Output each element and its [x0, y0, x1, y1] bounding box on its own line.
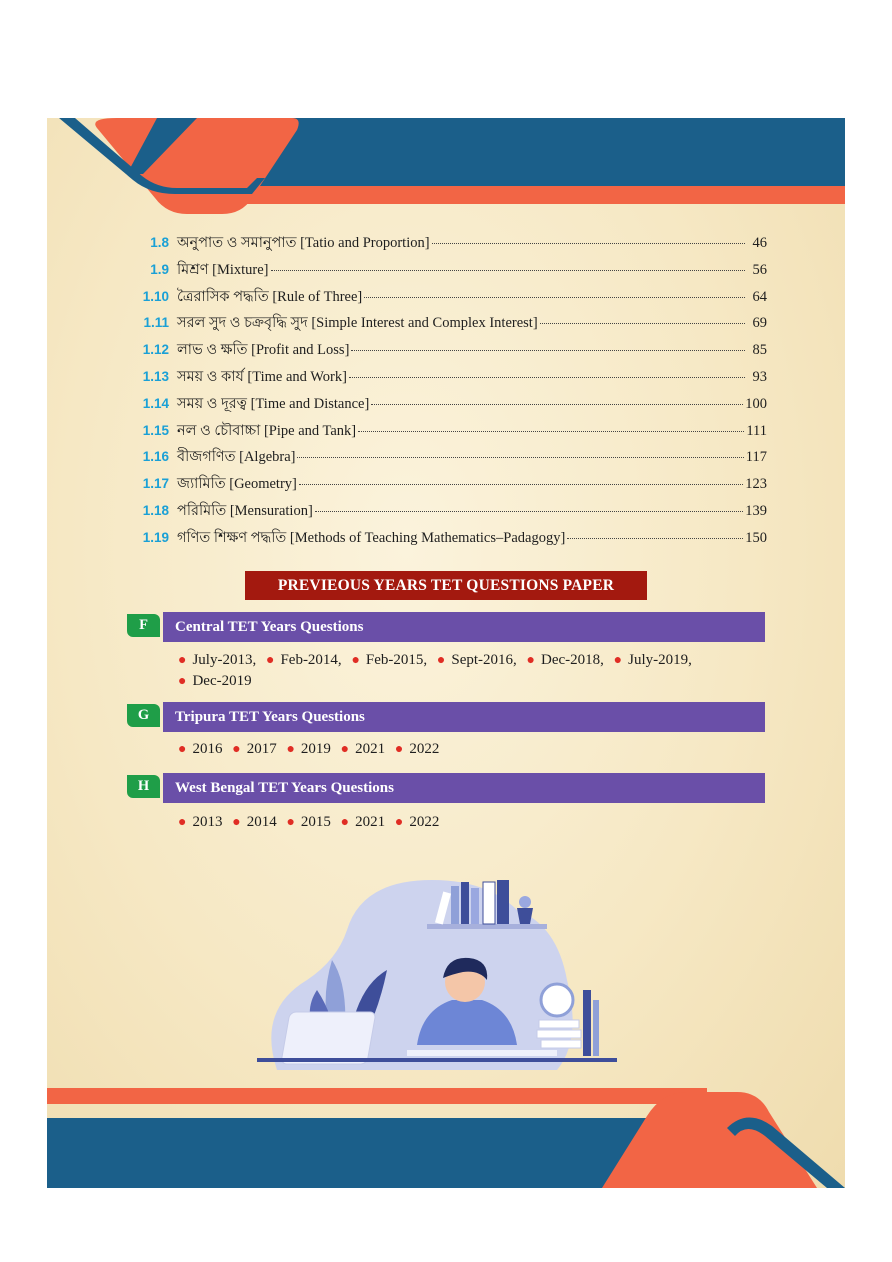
bullet-icon: ●: [286, 742, 295, 757]
toc-leader-dots: [364, 297, 745, 298]
toc-entry[interactable]: [135, 446, 767, 473]
toc-number: 1.13: [142, 368, 169, 384]
year-label: 2017: [246, 741, 277, 757]
person-studying-illustration: [257, 870, 617, 1080]
year-item: [178, 652, 256, 668]
section-letter-badge: H: [127, 775, 160, 798]
bullet-icon: ●: [351, 653, 360, 668]
year-label: Feb-2015,: [365, 652, 428, 668]
toc-leader-dots: [432, 243, 745, 244]
section-header: [127, 612, 765, 642]
toc-page-number: 69: [752, 315, 767, 332]
year-item: [395, 741, 439, 757]
bullet-icon: ●: [613, 653, 623, 668]
toc-leader-dots: [567, 538, 743, 539]
bullet-icon: ●: [526, 653, 536, 668]
year-item: [266, 652, 342, 668]
year-item: [341, 741, 385, 757]
section-header: [127, 702, 765, 732]
toc-page-number: 85: [752, 342, 767, 359]
toc-entry[interactable]: [135, 473, 767, 500]
year-label: July-2013,: [192, 652, 257, 668]
toc-title: সময় ও দূরত্ব [Time and Distance]: [177, 395, 370, 412]
year-item: [286, 814, 330, 830]
section-banner: PREVIEOUS YEARS TET QUESTIONS PAPER: [245, 571, 647, 600]
toc-entry[interactable]: [135, 366, 767, 393]
bottom-decoration: [47, 1088, 845, 1188]
year-label: 2014: [246, 814, 277, 830]
toc-leader-dots: [358, 431, 744, 432]
toc-entry[interactable]: [135, 312, 767, 339]
year-label: 2016: [192, 741, 223, 757]
toc-number: 1.9: [150, 261, 169, 277]
toc-entry[interactable]: [135, 232, 767, 259]
year-item: [232, 814, 276, 830]
toc-title: লাভ ও ক্ষতি [Profit and Loss]: [177, 342, 350, 359]
year-label: Dec-2018,: [541, 652, 604, 668]
section-header: [127, 773, 765, 803]
toc-number: 1.8: [150, 235, 169, 250]
toc-leader-dots: [299, 484, 743, 485]
top-decoration: [47, 118, 845, 218]
year-item: [614, 652, 692, 668]
bullet-icon: ●: [178, 653, 187, 668]
bullet-icon: ●: [286, 815, 295, 830]
toc-title: মিশ্রণ [Mixture]: [177, 261, 269, 278]
toc-leader-dots: [349, 377, 745, 378]
toc-entry[interactable]: [135, 393, 767, 420]
bullet-icon: ●: [436, 653, 446, 668]
bullet-icon: ●: [232, 815, 241, 830]
toc-page-number: 100: [745, 395, 767, 412]
year-label: 2022: [409, 814, 440, 830]
year-item: [341, 814, 385, 830]
toc-entry[interactable]: [135, 286, 767, 313]
bullet-icon: ●: [178, 674, 187, 689]
toc-title: সরল সুদ ও চক্রবৃদ্ধি সুদ [Simple Interest and Complex Interest]: [177, 315, 538, 332]
year-item: [351, 652, 427, 668]
section-title: Tripura TET Years Questions: [163, 702, 765, 732]
toc-title: ত্রৈরাসিক পদ্ধতি [Rule of Three]: [177, 288, 363, 305]
year-label: 2021: [355, 741, 386, 757]
toc-entry[interactable]: [135, 259, 767, 286]
year-label: July-2019,: [628, 652, 692, 668]
bullet-icon: ●: [178, 815, 187, 830]
year-item: [437, 652, 517, 668]
year-item: [395, 814, 439, 830]
year-item: [178, 741, 222, 757]
toc-page-number: 139: [745, 502, 767, 519]
bullet-icon: ●: [340, 742, 350, 757]
toc-title: পরিমিতি [Mensuration]: [177, 502, 313, 519]
toc-leader-dots: [540, 323, 745, 324]
section-letter-badge: F: [127, 614, 160, 637]
year-label: 2022: [409, 741, 440, 757]
toc-number: 1.17: [142, 476, 169, 492]
toc-page-number: 93: [752, 368, 767, 385]
toc-page-number: 150: [745, 529, 767, 546]
toc-title: নল ও চৌবাচ্চা [Pipe and Tank]: [177, 422, 357, 439]
toc-number: 1.10: [142, 288, 169, 304]
bullet-icon: ●: [394, 815, 404, 830]
toc-page-number: 111: [746, 422, 767, 439]
toc-page-number: 56: [752, 261, 767, 278]
toc-page-number: 64: [752, 288, 767, 305]
toc-number: 1.14: [142, 395, 169, 411]
toc-leader-dots: [315, 511, 743, 512]
year-item: [178, 814, 222, 830]
toc-number: 1.15: [142, 422, 169, 438]
toc-leader-dots: [371, 404, 743, 405]
toc-leader-dots: [297, 457, 743, 458]
year-item: [232, 741, 276, 757]
bullet-icon: ●: [232, 742, 241, 757]
year-item: [286, 741, 330, 757]
toc-entry[interactable]: [135, 339, 767, 366]
toc-title: অনুপাত ও সমানুপাত [Tatio and Proportion]: [177, 235, 430, 251]
year-label: Sept-2016,: [451, 652, 517, 668]
year-item: [178, 673, 252, 689]
toc-title: গণিত শিক্ষণ পদ্ধতি [Methods of Teaching Mathematics–Padagogy]: [177, 529, 566, 546]
year-item: [527, 652, 604, 668]
toc-title: জ্যামিতি [Geometry]: [177, 476, 297, 493]
toc-entry[interactable]: [135, 420, 767, 447]
toc-number: 1.19: [142, 529, 169, 545]
year-label: 2019: [300, 741, 331, 757]
bullet-icon: ●: [178, 742, 187, 757]
toc-number: 1.18: [142, 502, 169, 518]
section-title: Central TET Years Questions: [163, 612, 765, 642]
toc-page-number: 123: [745, 476, 767, 493]
toc-entry[interactable]: [135, 527, 767, 554]
toc-page-number: 117: [745, 449, 767, 466]
toc-leader-dots: [271, 270, 745, 271]
year-list: [178, 650, 768, 692]
book-page: [47, 118, 845, 1188]
bullet-icon: ●: [394, 742, 404, 757]
year-label: 2021: [355, 814, 386, 830]
toc-number: 1.12: [142, 342, 169, 358]
toc-leader-dots: [351, 350, 745, 351]
table-of-contents: [135, 232, 767, 554]
year-label: 2013: [192, 814, 223, 830]
section-letter-badge: G: [127, 704, 160, 727]
section-title: West Bengal TET Years Questions: [163, 773, 765, 803]
toc-number: 1.16: [142, 449, 169, 465]
year-label: Feb-2014,: [280, 652, 342, 668]
year-label: 2015: [300, 814, 331, 830]
toc-title: বীজগণিত [Algebra]: [177, 449, 296, 466]
bullet-icon: ●: [265, 653, 275, 668]
toc-number: 1.11: [143, 315, 169, 331]
year-list: [178, 739, 768, 760]
year-label: Dec-2019: [192, 673, 252, 689]
bullet-icon: ●: [340, 815, 350, 830]
year-list: [178, 812, 768, 833]
toc-title: সময় ও কার্য [Time and Work]: [177, 368, 347, 385]
toc-entry[interactable]: [135, 500, 767, 527]
toc-page-number: 46: [752, 235, 767, 251]
